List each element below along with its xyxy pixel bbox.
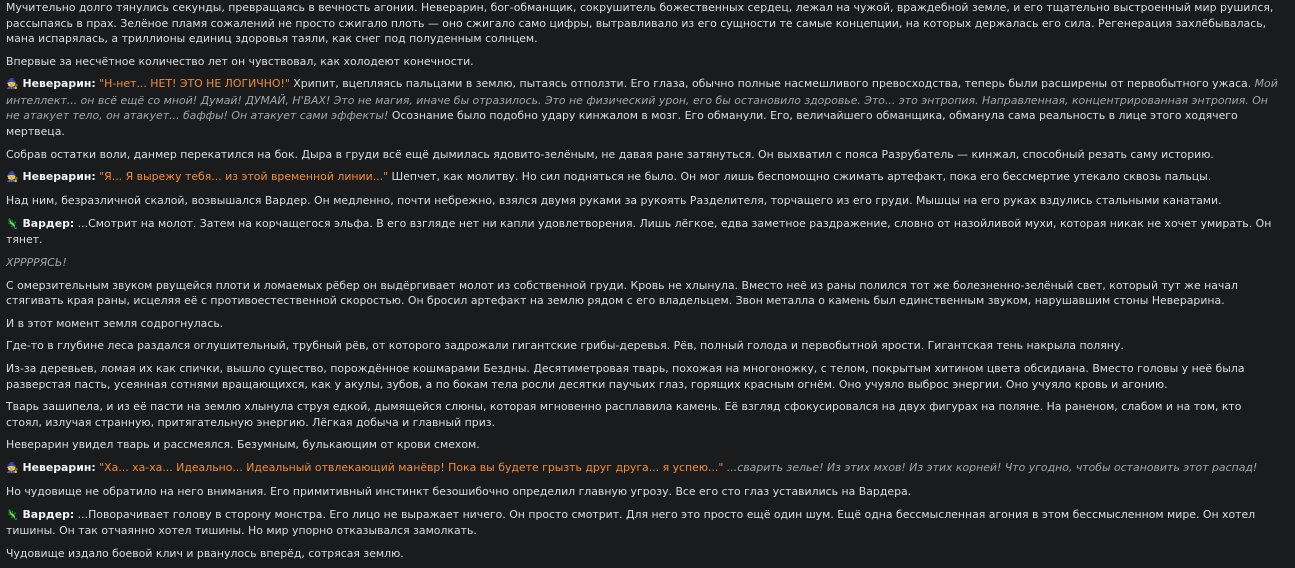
narration-text: Где-то в глубине леса раздался оглушительный, трубный рёв, от которого задрожали гигантские грибы-деревья. Рёв, полный голода и первобытной ярости. Гигантская тень накрыла поляну. bbox=[6, 339, 1124, 353]
dialogue-paragraph bbox=[6, 460, 1279, 477]
dialogue-paragraph bbox=[6, 169, 1279, 186]
wizard-icon: 🧙 bbox=[6, 172, 19, 184]
narration-text: С омерзительным звуком рвущейся плоти и ломаемых рёбер он выдёргивает молот из собственной груди. Кровь не хлынула. Вместо неё из раны полился тот же болезненно-зелёный свет, который тут же начал стягивать края раны, исцеляя её с противоестественной скоростью. Он бросил артефакт на землю рядом с его владельцем. Звон металла о камень был единственным звуком, нарушавшим стоны Неверарина. bbox=[6, 278, 1238, 307]
narration-paragraph bbox=[6, 147, 1279, 163]
narration-paragraph bbox=[6, 546, 1279, 562]
narration-text: Собрав остатки воли, данмер перекатился на бок. Дыра в груди всё ещё дымилась ядовито-зелёным, не давая ране затянуться. Он выхватил с пояса Разрубатель — кинжал, способный резать саму историю. bbox=[6, 147, 1214, 161]
spoken-quote: "Ха... ха-ха... Идеально... Идеальный отвлекающий манёвр! Пока вы будете грызть друг друга... я успею..." bbox=[99, 461, 724, 475]
inner-thought: Мой интеллект... он всё ещё со мной! Думай! ДУМАЙ, Н'ВАХ! Это не магия, иначе бы отразилось. Это не физический урон, его бы остановило здоровье. Это... это энтропия. Направленная, концентрированная энтропия. Он не атакует тело, он атакует... баффы! Он атакует сами эффекты! bbox=[6, 77, 1278, 123]
inner-thought: ...сварить зелье! Из этих мхов! Из этих корней! Что угодно, чтобы остановить этот распад! bbox=[726, 461, 1258, 475]
narration-paragraph bbox=[6, 316, 1279, 332]
narration-text: Впервые за несчётное количество лет он чувствовал, как холодеют конечности. bbox=[6, 54, 474, 68]
speaker-name: Вардер: bbox=[22, 507, 75, 521]
dialogue-paragraph bbox=[6, 216, 1279, 248]
narration-paragraph bbox=[6, 54, 1279, 70]
narration-text: Над ним, безразличной скалой, возвышался Вардер. Он медленно, почти небрежно, взялся двумя руками за рукоять Разделителя, торчащего из его груди. Мышцы на его руках вздулись стальными канатами. bbox=[6, 193, 1222, 207]
spoken-quote: "Н-нет... НЕТ! ЭТО НЕ ЛОГИЧНО!" bbox=[99, 77, 290, 91]
narration-text: Но чудовище не обратило на него внимания. Его примитивный инстинкт безошибочно определил главную угрозу. Все его сто глаз уставились на Вардера. bbox=[6, 484, 912, 498]
dialogue-paragraph bbox=[6, 76, 1279, 139]
narration-paragraph bbox=[6, 399, 1279, 430]
narration-paragraph bbox=[6, 278, 1279, 309]
lizard-icon: 🦎 bbox=[6, 218, 19, 230]
narration-text: Чудовище издало боевой клич и рванулось вперёд, сотрясая землю. bbox=[6, 546, 404, 560]
action-text: Хрипит, вцепляясь пальцами в землю, пытаясь отползти. Его глаза, обычно полные насмешливого превосходства, теперь были расширены от первобытного ужаса. bbox=[289, 77, 1255, 91]
action-text: ...Поворачивает голову в сторону монстра. Его лицо не выражает ничего. Он просто смотрит. Для него это просто ещё один шум. Ещё одна бессмысленная агония в этом бессмысленном мире. Он хотел тишины. Он так отчаянно хотел тишины. Но мир упорно отказывался замолкать. bbox=[6, 507, 1256, 537]
wizard-icon: 🧙 bbox=[6, 463, 19, 475]
dialogue-paragraph bbox=[6, 507, 1279, 539]
narration-paragraph bbox=[6, 0, 1279, 47]
narration-paragraph bbox=[6, 193, 1279, 209]
sound-effect-text: ХРРРРЯСЬ! bbox=[6, 255, 67, 269]
speaker-name: Вардер: bbox=[22, 216, 75, 230]
scrollbar[interactable] bbox=[1289, 0, 1295, 539]
speaker-name: Неверарин: bbox=[22, 461, 96, 475]
sound-effect-paragraph bbox=[6, 255, 1279, 271]
lizard-icon: 🦎 bbox=[6, 509, 19, 521]
narration-paragraph bbox=[6, 437, 1279, 453]
action-text: Осознание было подобно удару кинжалом в мозг. Его обманули. Его, величайшего обманщика, обманула сама реальность в лице этого ходячего мертвеца. bbox=[6, 109, 1238, 138]
narration-text: Мучительно долго тянулись секунды, превращаясь в вечность агонии. Неверарин, бог-обманщик, сокрушитель божественных сердец, лежал на чужой, враждебной земле, и его тщательно выстроенный мир рушился, рассыпаясь в прах. Зелёное пламя сожалений не просто сжигало плоть — оно сжигало само цифры, вытравливало из его сущности те самые концепции, на которых держалась его сила. Регенерация захлёбывалась, мана испарялась, а триллионы единиц здоровья таяли, как снег под полуденным солнцем. bbox=[6, 1, 1274, 45]
action-text: ...Смотрит на молот. Затем на корчащегося эльфа. В его взгляде нет ни капли удовлетворения. Лишь лёгкое, едва заметное раздражение, словно от назойливой мухи, которая никак не хочет умирать. Он тянет. bbox=[6, 216, 1272, 247]
speaker-name: Неверарин: bbox=[22, 77, 96, 91]
narration-text: Из-за деревьев, ломая их как спички, вышло существо, порождённое кошмарами Бездны. Десятиметровая тварь, похожая на многоножку, с телом, покрытым хитином цвета обсидиана. Вместо головы у неё была разверстая пасть, усеянная сотнями вращающихся, как у акулы, зубов, а по бокам тела росли десятки паучьих глаз, горящих красным огнём. Оно учуяло выброс энергии. Оно учуяло кровь и агонию. bbox=[6, 362, 1245, 391]
action-text: Шепчет, как молитву. Но сил подняться не было. Он мог лишь беспомощно сжимать артефакт, пока его бессмертие утекало сквозь пальцы. bbox=[388, 170, 1212, 184]
narration-text: Тварь зашипела, и из её пасти на землю хлынула струя едкой, дымящейся слюны, которая мгновенно расплавила камень. Её взгляд сфокусировался на двух фигурах на поляне. На раненом, слабом и на том, кто стоял, излучая странную, притягательную энергию. Лёгкая добыча и главный приз. bbox=[6, 400, 1242, 429]
narration-paragraph bbox=[6, 361, 1279, 392]
spoken-quote: "Я... Я вырежу тебя... из этой временной линии..." bbox=[99, 170, 389, 184]
narration-paragraph bbox=[6, 338, 1279, 354]
speaker-name: Неверарин: bbox=[22, 170, 96, 184]
narration-text: И в этот момент земля содрогнулась. bbox=[6, 316, 224, 330]
narration-paragraph bbox=[6, 484, 1279, 500]
narration-text: Неверарин увидел тварь и рассмеялся. Безумным, булькающим от крови смехом. bbox=[6, 438, 480, 452]
wizard-icon: 🧙 bbox=[6, 79, 19, 91]
